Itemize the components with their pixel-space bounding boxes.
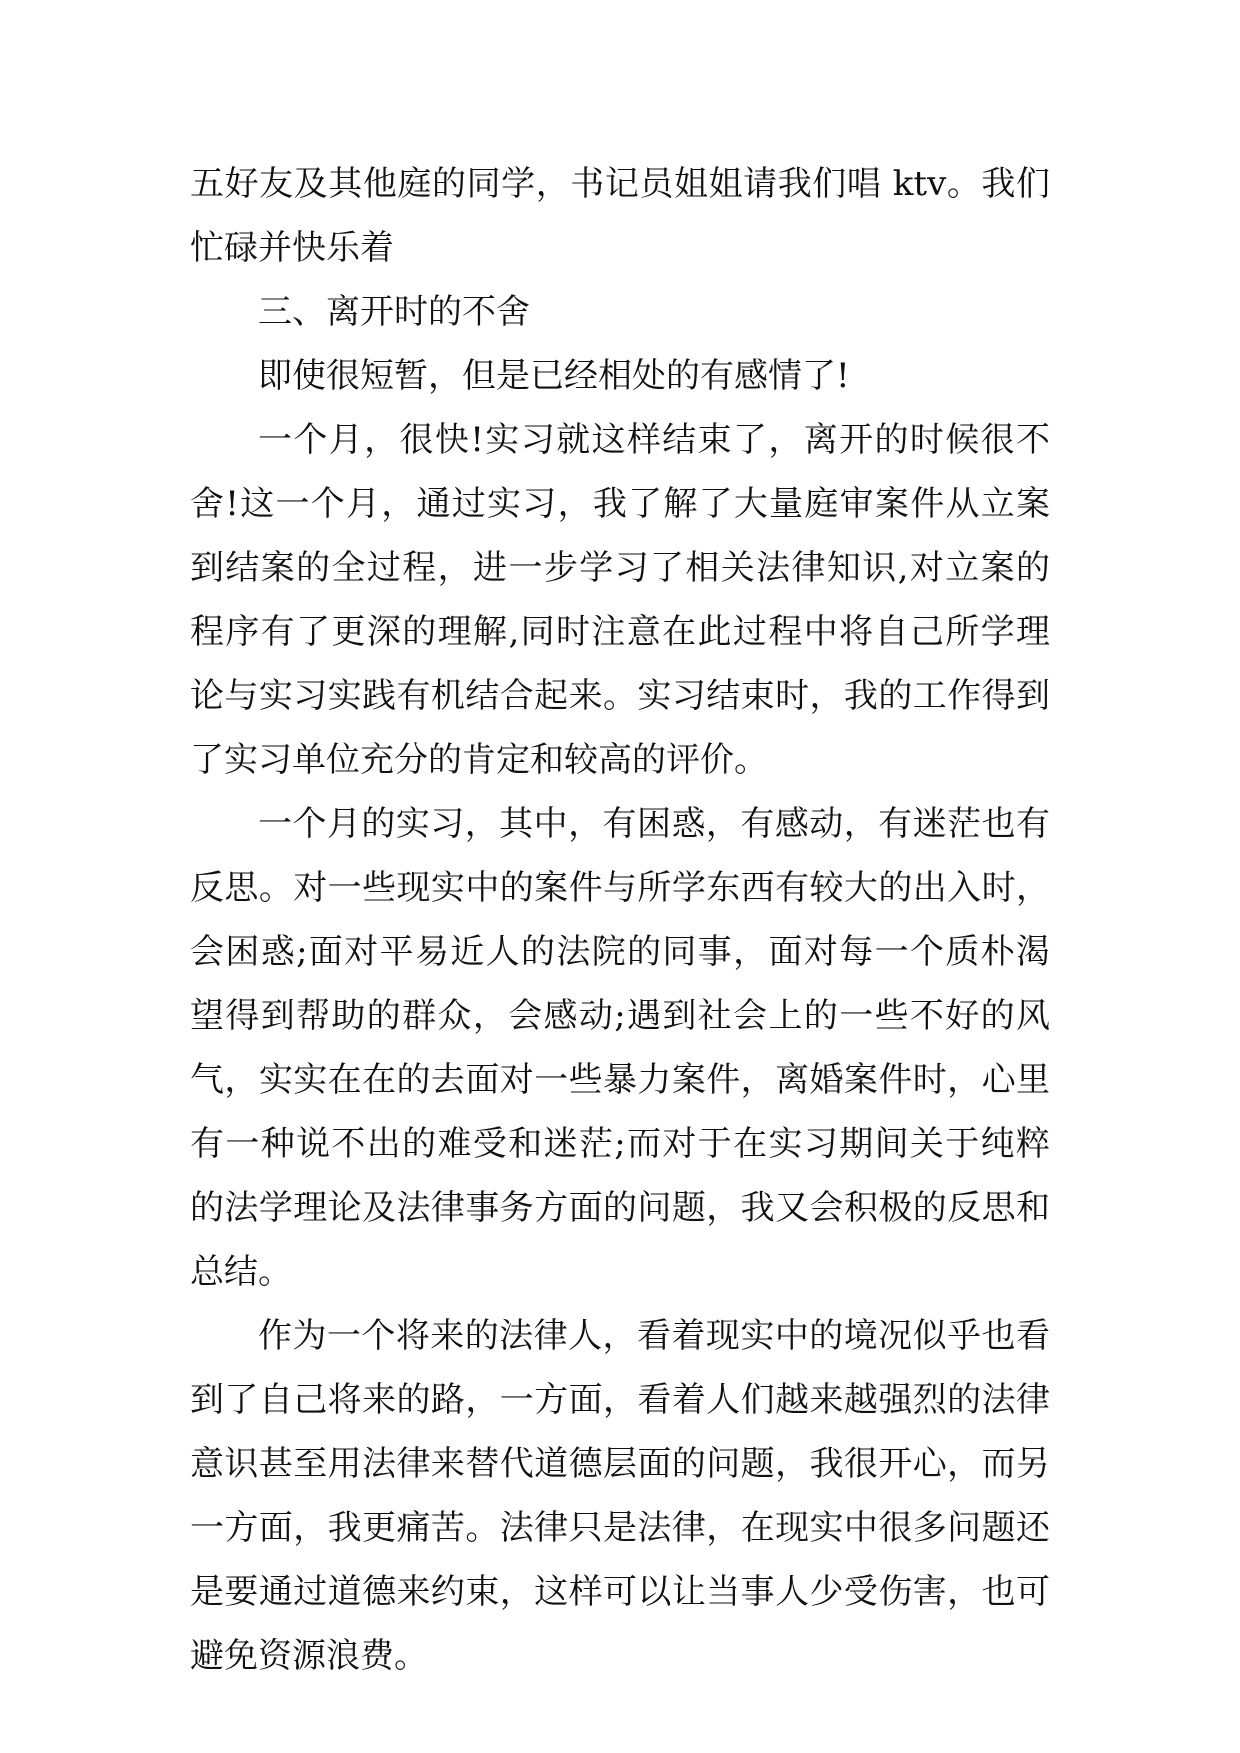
paragraph: 一个月，很快!实习就这样结束了，离开的时候很不舍!这一个月，通过实习，我了解了大量庭审案件从立案到结案的全过程，进一步学习了相关法律知识,对立案的程序有了更深的理解,同时注意在此过程中将自己所学理论与实习实践有机结合起来。实习结束时，我的工作得到了实习单位充分的肯定和较高的评价。 — [190, 420, 1050, 780]
paragraph: 作为一个将来的法律人，看着现实中的境况似乎也看到了自己将来的路，一方面，看着人们越来越强烈的法律意识甚至用法律来替代道德层面的问题，我很开心，而另一方面，我更痛苦。法律只是法律，在现实中很多问题还是要通过道德来约束，这样可以让当事人少受伤害，也可避免资源浪费。 — [190, 1316, 1050, 1676]
paragraph-continuation: 五好友及其他庭的同学，书记员姐姐请我们唱 ktv。我们忙碌并快乐着 — [190, 164, 1050, 268]
paragraph: 一个月的实习，其中，有困惑，有感动，有迷茫也有反思。对一些现实中的案件与所学东西有较大的出入时，会困惑;面对平易近人的法院的同事，面对每一个质朴渴望得到帮助的群众，会感动;遇到社会上的一些不好的风气，实实在在的去面对一些暴力案件，离婚案件时，心里有一种说不出的难受和迷茫;而对于在实习期间关于纯粹的法学理论及法律事务方面的问题，我又会积极的反思和总结。 — [190, 804, 1050, 1292]
document-body — [190, 152, 1050, 1688]
paragraph: 即使很短暂，但是已经相处的有感情了! — [258, 356, 850, 396]
section-heading: 三、离开时的不舍 — [258, 292, 530, 332]
